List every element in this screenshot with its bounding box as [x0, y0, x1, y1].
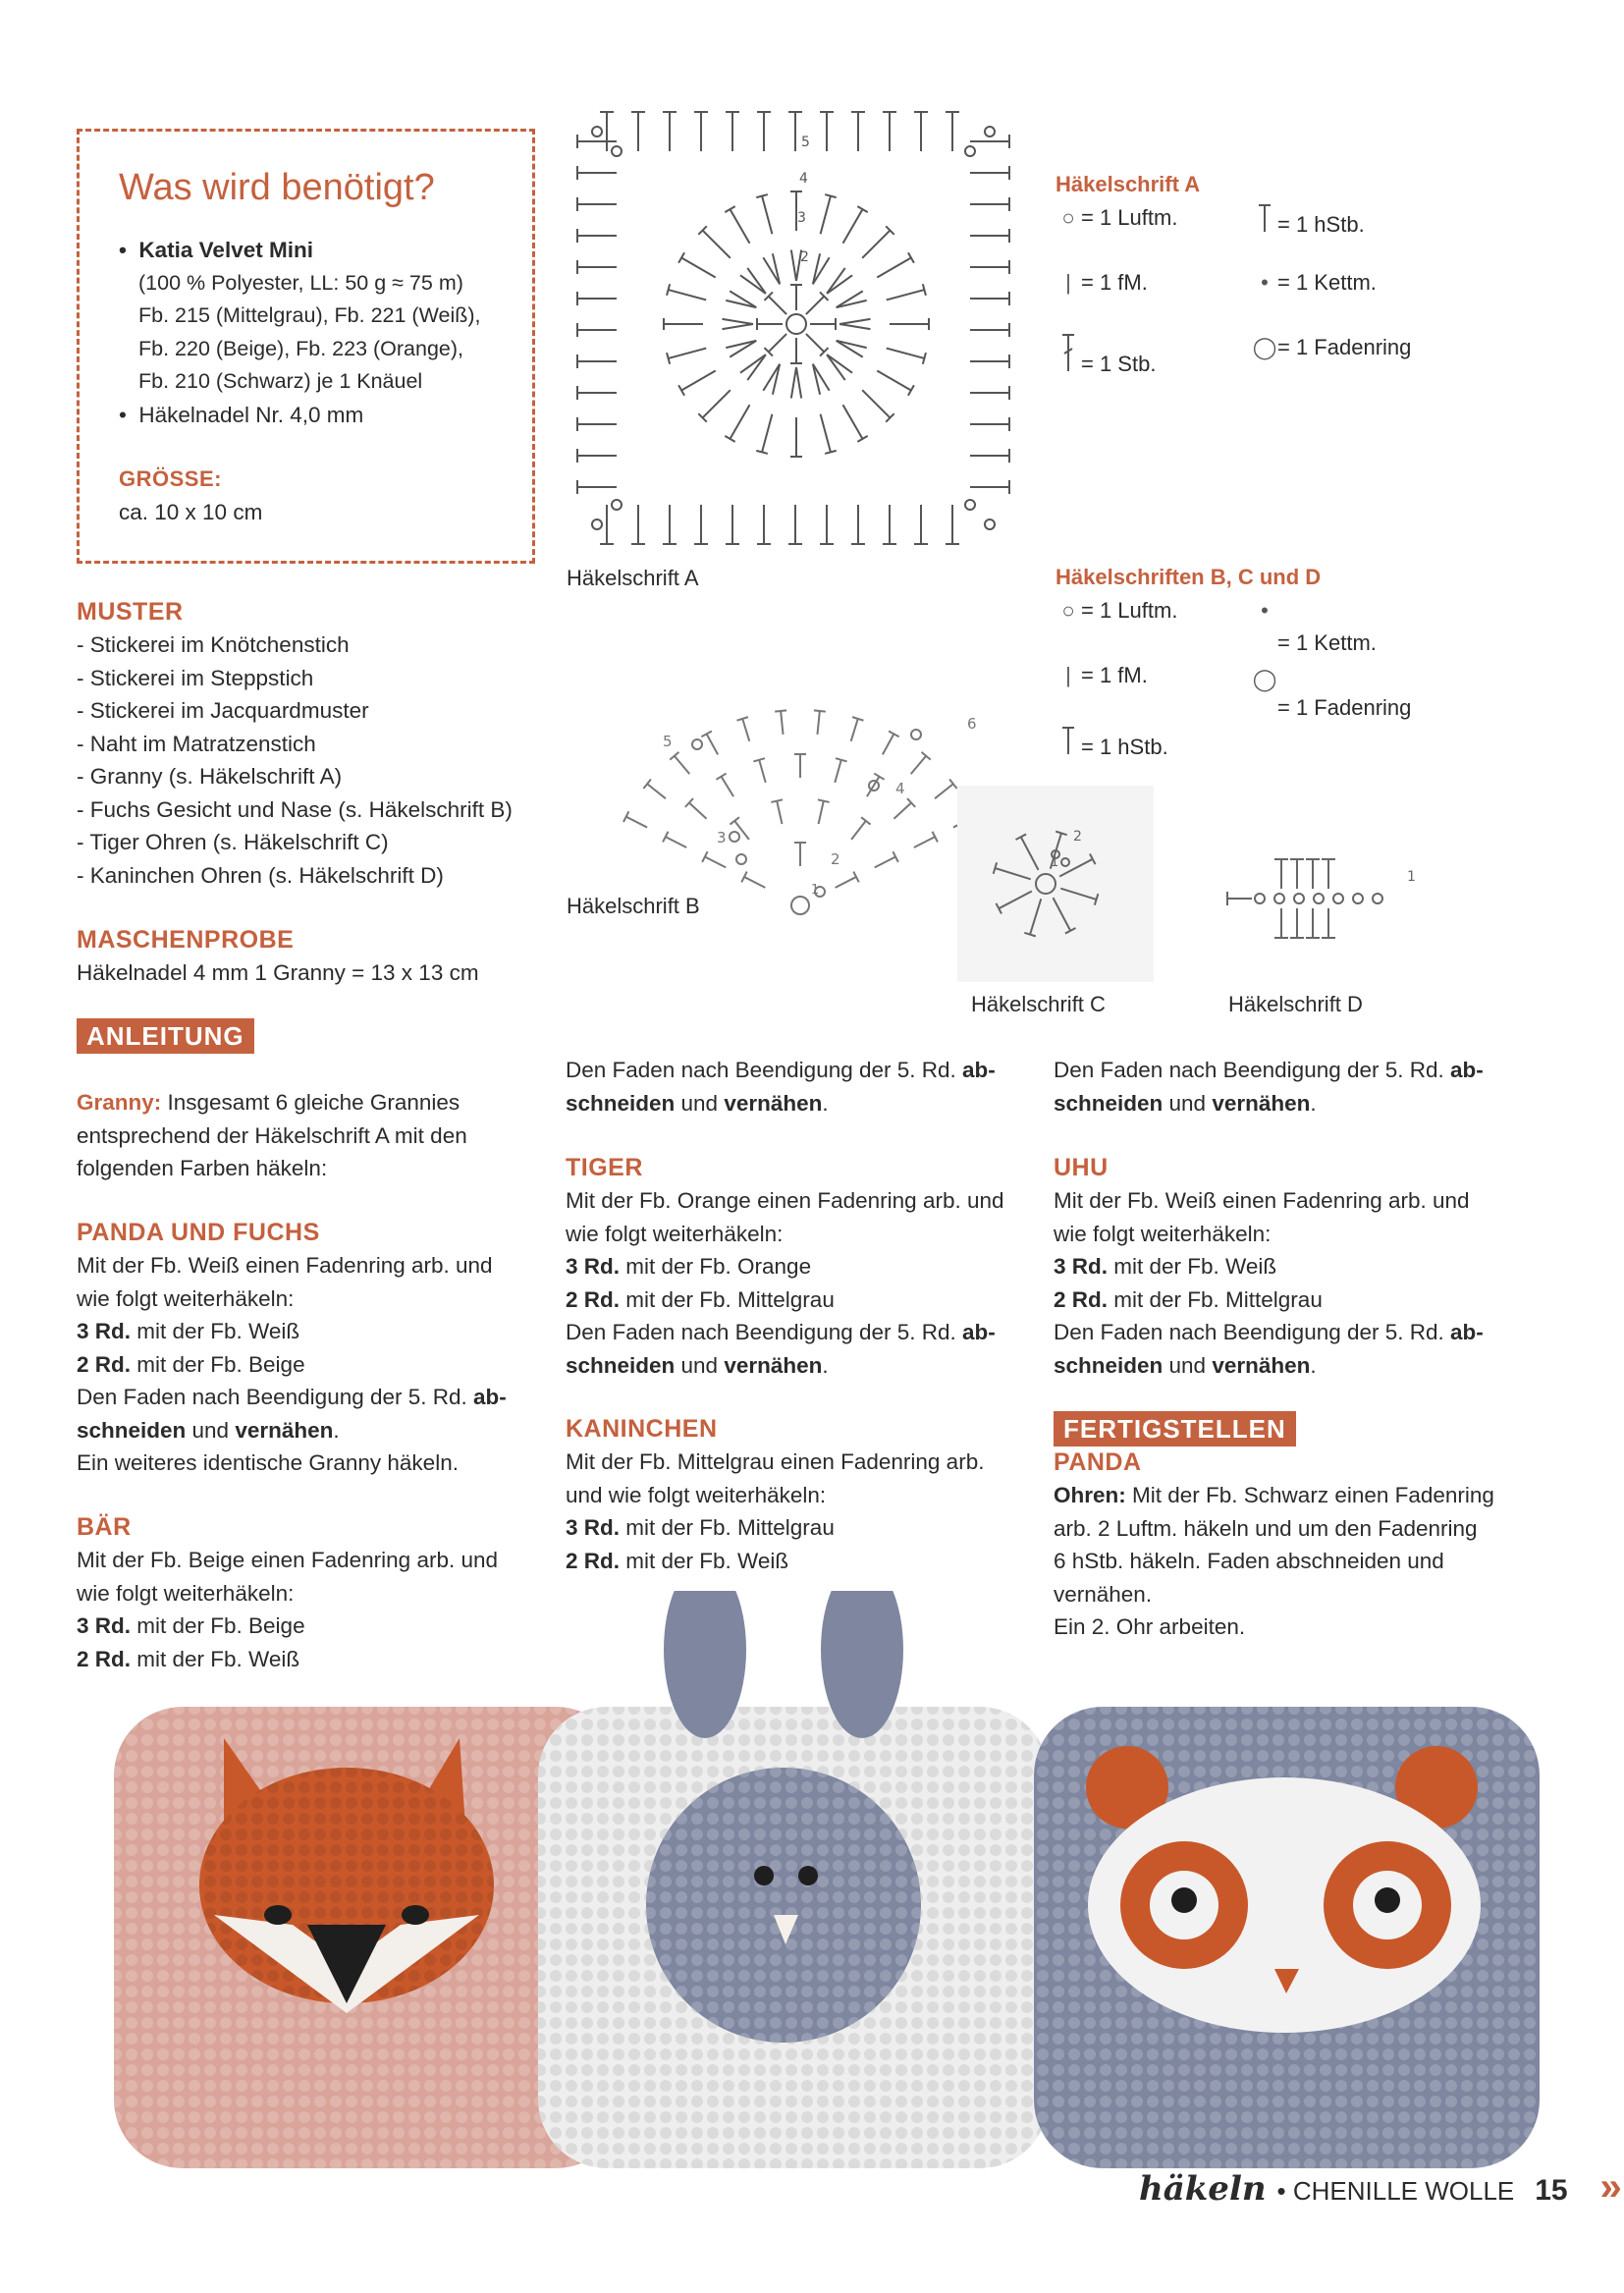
- pattern-list: [77, 628, 538, 892]
- legend-item: ○ = 1 Luftm.: [1056, 595, 1177, 627]
- size-value: ca. 10 x 10 cm: [119, 500, 263, 524]
- chain-mark: [1373, 894, 1382, 903]
- finishing-panda-heading: PANDA: [1054, 1448, 1142, 1476]
- stitch-mark: [839, 324, 870, 329]
- single-crochet-icon: |: [1065, 270, 1071, 295]
- stitch-mark: [731, 405, 750, 439]
- legend-item: ◯= 1 Fadenring: [1252, 332, 1411, 363]
- round-number: 6: [967, 715, 977, 733]
- stitch-mark: [862, 231, 890, 258]
- list-item: - Kaninchen Ohren (s. Häkelschrift D): [77, 862, 444, 888]
- chain-mark: [1255, 894, 1265, 903]
- stitch-mark: [742, 719, 749, 741]
- round-number: 1: [811, 883, 820, 898]
- legend-item: [1252, 595, 1277, 627]
- granny-squares-graphic: [77, 1591, 1569, 2180]
- stitch-mark: [827, 275, 852, 294]
- stitch-mark: [851, 821, 866, 840]
- stitch-mark: [887, 349, 925, 358]
- kaninchen-end-text: Den Faden nach Beendigung der 5. Rd. ab- schneiden und vernähen.: [1054, 1058, 1484, 1116]
- stitch-mark: [722, 777, 734, 796]
- stitch-mark: [836, 877, 856, 888]
- stitch-mark: [827, 355, 845, 380]
- stitch-mark: [647, 784, 666, 798]
- list-item: - Tiger Ohren (s. Häkelschrift C): [77, 830, 389, 854]
- footer-brand: häkeln: [1139, 2169, 1267, 2209]
- stitch-mark: [744, 877, 765, 888]
- legend-item: = 1 hStb.: [1056, 725, 1168, 763]
- stitch-mark: [875, 857, 895, 868]
- stitch-mark: [821, 196, 831, 235]
- stitch-mark: [705, 857, 726, 868]
- list-item: - Stickerei im Steppstich: [77, 665, 314, 690]
- chart-a-caption: Häkelschrift A: [567, 566, 699, 590]
- stitch-mark: [777, 801, 782, 824]
- stitch-mark: [862, 390, 890, 417]
- round-number: 1: [1051, 855, 1059, 870]
- stitch-mark: [703, 231, 731, 258]
- next-page-icon[interactable]: »: [1599, 2165, 1622, 2209]
- chain-mark: [985, 127, 995, 136]
- legend-bcd: [1056, 562, 1527, 758]
- size-heading: GRÖSSE:: [119, 466, 222, 491]
- single-crochet-icon: |: [1065, 663, 1071, 687]
- legend-a: [1056, 169, 1527, 385]
- stitch-mark: [817, 711, 819, 735]
- yarn-name: • Katia Velvet Mini: [119, 238, 313, 262]
- stitch-mark: [725, 206, 734, 212]
- stitch-mark: [857, 206, 867, 212]
- stitch-mark: [759, 760, 766, 783]
- legend-item-text: = 1 Kettm.: [1277, 630, 1377, 655]
- kaninchen-text: Mit der Fb. Mittelgrau einen Fadenring arb. und wie folgt weiterhäkeln: 3 Rd. mit der Fb. Mittelgrau 2 Rd. mit der Fb. Weiß: [566, 1449, 985, 1573]
- materials-box: [77, 129, 535, 564]
- legend-item: • = 1 Kettm.: [1252, 267, 1377, 299]
- stitch-mark: [877, 371, 911, 391]
- bunny-granny: [538, 1591, 1049, 2168]
- kaninchen-heading: KANINCHEN: [566, 1415, 718, 1443]
- stitch-mark: [861, 817, 870, 824]
- stitch-mark: [771, 799, 783, 802]
- crochet-chart-c: [957, 786, 1154, 982]
- stitch-mark: [725, 436, 734, 442]
- stitch-mark: [769, 297, 786, 314]
- panda-fuchs-heading: PANDA UND FUCHS: [77, 1219, 320, 1246]
- stitch-mark: [806, 334, 824, 352]
- baer-end-text: Den Faden nach Beendigung der 5. Rd. ab- schneiden und vernähen.: [566, 1058, 996, 1116]
- stitch-mark: [843, 405, 863, 439]
- legend-bcd-title: Häkelschriften B, C und D: [1056, 565, 1322, 589]
- stitch-mark: [678, 252, 684, 262]
- magic-ring-icon: ◯: [1252, 667, 1277, 691]
- stitch-mark: [731, 209, 750, 244]
- double-crochet-icon: [1056, 332, 1081, 380]
- chart-d-caption: Häkelschrift D: [1228, 992, 1363, 1016]
- stitch-mark: [821, 414, 831, 453]
- stitch-mark: [908, 252, 914, 262]
- chart-b-caption: Häkelschrift B: [567, 894, 700, 918]
- stitch-mark: [819, 801, 824, 824]
- footer-section: • CHENILLE WOLLE: [1276, 2176, 1515, 2206]
- stitch-mark: [935, 784, 953, 798]
- stitch-mark: [843, 209, 863, 244]
- finishing-banner: FERTIGSTELLEN: [1054, 1411, 1296, 1447]
- magic-ring-icon: ◯: [1252, 335, 1277, 359]
- round-number: 1: [1407, 869, 1416, 885]
- round-number: 5: [663, 733, 673, 750]
- stitch-mark: [851, 719, 858, 741]
- stitch-mark: [914, 837, 935, 847]
- round-number: 3: [797, 210, 806, 226]
- round-number: 2: [831, 850, 840, 868]
- stitch-mark: [818, 799, 830, 802]
- chain-mark: [1314, 894, 1324, 903]
- chart-c-caption: Häkelschrift C: [971, 992, 1106, 1016]
- chain-mark: [612, 146, 622, 156]
- legend-item: ○ = 1 Luftm.: [1056, 202, 1177, 234]
- uhu-text: Mit der Fb. Weiß einen Fadenring arb. und wie folgt weiterhäkeln: 3 Rd. mit der Fb. Weiß 2 Rd. mit der Fb. Mittelgrau Den Faden nach Beendigung der 5. Rd. ab- schneiden und vernähen.: [1054, 1188, 1484, 1378]
- stitch-mark: [874, 774, 884, 780]
- chain-mark: [985, 519, 995, 529]
- legend-item: | = 1 fM.: [1056, 660, 1148, 691]
- baer-text: Mit der Fb. Beige einen Fadenring arb. und wie folgt weiterhäkeln: 3 Rd. mit der Fb. Beige 2 Rd. mit der Fb. Weiß: [77, 1548, 499, 1671]
- stitch-mark: [723, 319, 753, 324]
- chain-mark: [1274, 894, 1284, 903]
- stitch-mark: [893, 802, 911, 818]
- stitch-mark: [740, 275, 766, 294]
- chain-mark: [965, 146, 975, 156]
- half-double-crochet-icon: [1056, 725, 1081, 763]
- stitch-mark: [747, 355, 766, 380]
- list-item: - Stickerei im Knötchenstich: [77, 632, 350, 657]
- materials-title: Was wird benötigt?: [119, 167, 435, 208]
- stitch-mark: [911, 756, 926, 774]
- stitch-mark: [723, 324, 753, 329]
- slip-stitch-icon: •: [1261, 270, 1269, 295]
- gauge-text: Häkelnadel 4 mm 1 Granny = 13 x 13 cm: [77, 960, 479, 985]
- stitch-mark: [707, 734, 719, 754]
- stitch-mark: [887, 290, 925, 300]
- stitch-mark: [681, 371, 716, 391]
- stitch-mark: [678, 385, 684, 395]
- chain-mark: [592, 519, 602, 529]
- chain-mark: [736, 854, 746, 864]
- stitch-mark: [814, 710, 826, 711]
- legend-item-text: = 1 Fadenring: [1277, 695, 1412, 720]
- panda-fuchs-text: Mit der Fb. Weiß einen Fadenring arb. und wie folgt weiterhäkeln: 3 Rd. mit der Fb. Weiß 2 Rd. mit der Fb. Beige Den Faden nach Beendigung der 5. Rd. ab- schneiden und vernähen. Ein weiteres identische Granny häkeln.: [77, 1253, 507, 1475]
- half-double-crochet-icon: [1252, 202, 1277, 241]
- instructions-banner: ANLEITUNG: [77, 1018, 254, 1054]
- stitch-mark: [827, 268, 845, 294]
- stitch-mark: [908, 385, 914, 395]
- granny-squares-photo: [77, 1591, 1569, 2180]
- stitch-mark: [835, 760, 841, 783]
- legend-a-title: Häkelschrift A: [1056, 172, 1201, 196]
- chain-mark: [692, 739, 702, 749]
- stitch-mark: [781, 711, 783, 735]
- round-number: 2: [800, 249, 809, 265]
- hook-size: • Häkelnadel Nr. 4,0 mm: [119, 402, 364, 427]
- stitch-mark: [669, 349, 707, 358]
- page-footer: [1139, 2165, 1622, 2210]
- stitch-mark: [806, 297, 824, 314]
- crochet-chart-d-graphic: [1222, 840, 1438, 948]
- legend-item: = 1 Stb.: [1056, 332, 1156, 380]
- list-item: - Granny (s. Häkelschrift A): [77, 764, 343, 789]
- crochet-chart-c-graphic: [957, 786, 1154, 982]
- slip-stitch-icon: •: [1261, 598, 1269, 623]
- stitch-mark: [883, 734, 894, 754]
- stitch-mark: [669, 290, 707, 300]
- yarn-details: (100 % Polyester, LL: 50 g ≈ 75 m) Fb. 215 (Mittelgrau), Fb. 221 (Weiß), Fb. 220 (Beige), Fb. 223 (Orange), Fb. 210 (Schwarz) je 1 Knäuel: [138, 270, 481, 393]
- stitch-mark: [734, 821, 749, 840]
- stitch-mark: [791, 367, 796, 398]
- chain-mark: [612, 500, 622, 510]
- stitch-mark: [769, 334, 786, 352]
- uhu-heading: UHU: [1054, 1154, 1109, 1181]
- stitch-mark: [762, 414, 772, 453]
- stitch-mark: [796, 367, 801, 398]
- stitch-mark: [877, 258, 911, 278]
- tiger-heading: TIGER: [566, 1154, 643, 1181]
- stitch-mark: [747, 268, 766, 294]
- chain-stitch-icon: ○: [1061, 598, 1075, 623]
- chain-mark: [1333, 894, 1343, 903]
- baer-heading: BÄR: [77, 1513, 132, 1541]
- owl-granny: [1034, 1707, 1540, 2168]
- stitch-mark: [791, 250, 796, 281]
- stitch-mark: [839, 319, 870, 324]
- stitch-mark: [626, 817, 647, 828]
- stitch-mark: [703, 390, 731, 417]
- stitch-mark: [775, 710, 786, 711]
- page-number: 15: [1535, 2174, 1568, 2207]
- round-number: 3: [717, 829, 727, 846]
- stitch-mark: [730, 817, 738, 824]
- list-item: - Naht im Matratzenstich: [77, 731, 316, 756]
- stitch-mark: [740, 355, 766, 373]
- granny-intro: Granny: Insgesamt 6 gleiche Grannies entsprechend der Häkelschrift A mit den folgenden Farben häkeln:: [77, 1090, 467, 1180]
- tiger-text: Mit der Fb. Orange einen Fadenring arb. und wie folgt weiterhäkeln: 3 Rd. mit der Fb. Orange 2 Rd. mit der Fb. Mittelgrau Den Faden nach Beendigung der 5. Rd. ab- schneiden und vernähen.: [566, 1188, 1004, 1378]
- stitch-mark: [675, 756, 689, 774]
- stitch-mark: [716, 774, 726, 780]
- chain-mark: [911, 730, 921, 739]
- crochet-chart-d: [1222, 840, 1438, 948]
- chain-mark: [965, 500, 975, 510]
- stitch-mark: [827, 355, 852, 373]
- pattern-heading: MUSTER: [77, 598, 184, 626]
- crochet-chart-a-graphic: [568, 102, 1029, 554]
- stitch-mark: [681, 258, 716, 278]
- chain-mark: [730, 832, 739, 842]
- stitch-mark: [689, 802, 707, 818]
- legend-item: = 1 hStb.: [1252, 202, 1365, 241]
- chain-mark: [1294, 894, 1304, 903]
- round-number: 5: [801, 135, 810, 150]
- chain-mark: [1353, 894, 1363, 903]
- gauge-heading: MASCHENPROBE: [77, 926, 295, 954]
- stitch-mark: [666, 837, 686, 847]
- stitch-mark: [857, 436, 867, 442]
- chain-mark: [592, 127, 602, 136]
- finishing-text: Ohren: Mit der Fb. Schwarz einen Fadenring arb. 2 Luftm. häkeln und um den Fadenring 6 hStb. häkeln. Faden abschneiden und vernähen. Ein 2. Ohr arbeiten.: [1054, 1483, 1494, 1639]
- materials-list: [119, 234, 521, 431]
- round-number: 4: [799, 171, 808, 187]
- list-item: - Stickerei im Jacquardmuster: [77, 698, 369, 723]
- round-number: 2: [1073, 829, 1082, 845]
- legend-item: [1252, 664, 1277, 695]
- legend-item: | = 1 fM.: [1056, 267, 1148, 299]
- round-number: 4: [895, 780, 905, 797]
- list-item: - Fuchs Gesicht und Nase (s. Häkelschrift B): [77, 796, 513, 822]
- stitch-mark: [762, 196, 772, 235]
- chain-stitch-icon: ○: [1061, 205, 1075, 230]
- crochet-chart-a: [568, 102, 1029, 554]
